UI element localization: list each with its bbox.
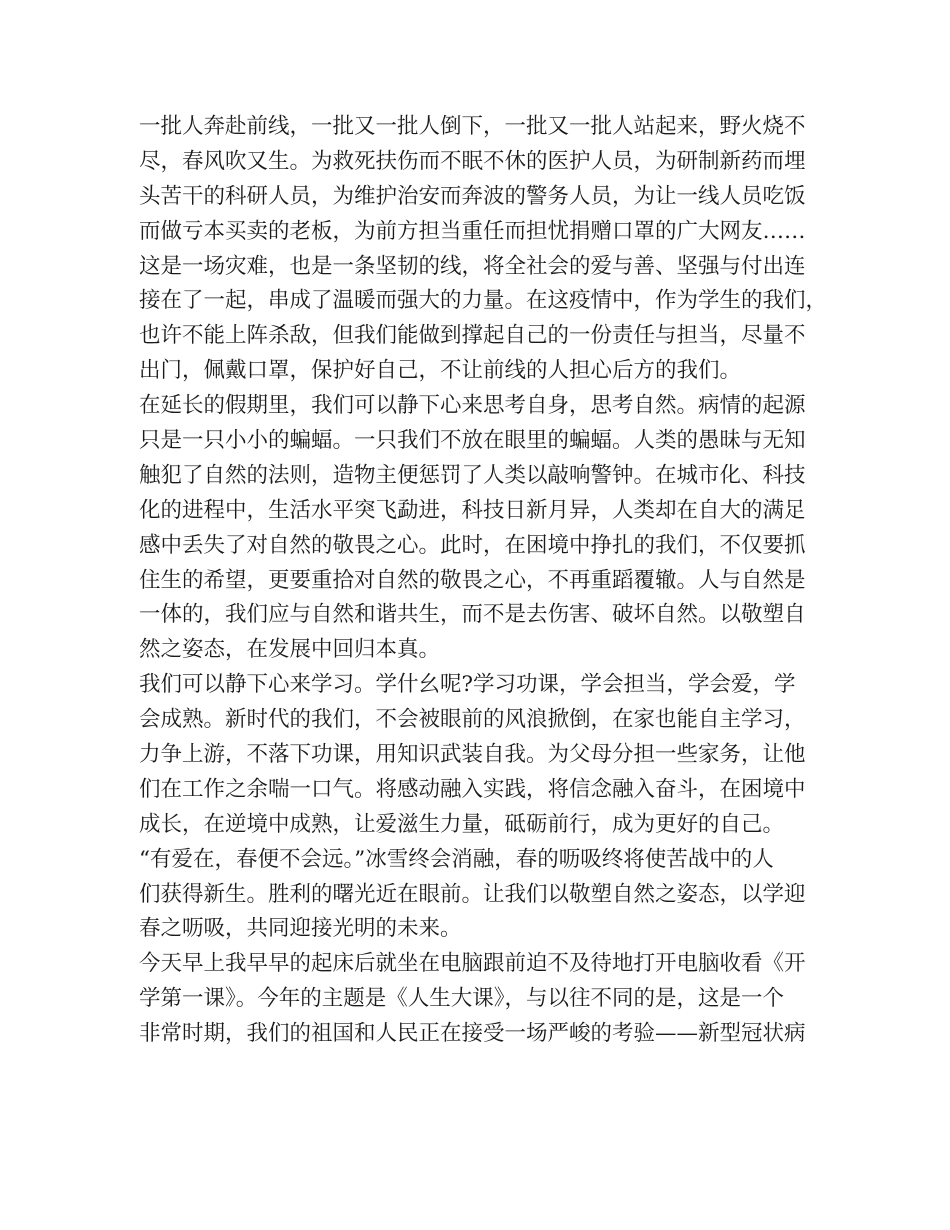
text-line: “有爱在，春便不会远。”冰雪终会消融，春的呖吸终将使苦战中的人 [139, 846, 774, 872]
text-line: 今天早上我早早的起床后就坐在电脑跟前迫不及待地打开电脑收看《开 [139, 951, 806, 977]
text-line: 成长，在逆境中成熟，让爱滋生力量，砥砺前行，成为更好的自己。 [139, 811, 785, 837]
text-line: 在延长的假期里，我们可以静下心来思考自身，思考自然。病情的起源 [139, 393, 806, 419]
text-line: 出门，佩戴口罩，保护好自己，不让前线的人担心后方的我们。 [139, 358, 742, 384]
text-line: 接在了一起，串成了温暖而强大的力量。在这疫情中，作为学生的我们， [139, 288, 828, 314]
text-line: 一体的，我们应与自然和谐共生，而不是去伤害、破坏自然。以敬塑自 [139, 602, 806, 628]
text-line: 这是一场灾难，也是一条坚韧的线，将全社会的爱与善、坚强与付出连 [139, 253, 806, 279]
text-line: 会成熟。新时代的我们，不会被眼前的风浪掀倒，在家也能自主学习， [139, 707, 806, 733]
text-line: 我们可以静下心来学习。学什幺呢?学习功课，学会担当，学会爱，学 [139, 672, 796, 698]
text-line: 们在工作之余喘一口气。将感动融入实践，将信念融入奋斗，在困境中 [139, 776, 806, 802]
text-line: 尽，春风吹又生。为救死扶伤而不眠不休的医护人员，为研制新药而埋 [139, 148, 806, 174]
text-line: 们获得新生。胜利的曙光近在眼前。让我们以敬塑自然之姿态，以学迎 [139, 881, 806, 907]
document-body [139, 110, 829, 1052]
text-line: 而做亏本买卖的老板，为前方担当重任而担忧捐赠口罩的广大网友…… [139, 218, 806, 244]
text-line: 也许不能上阵杀敌，但我们能做到撑起自己的一份责任与担当，尽量不 [139, 323, 806, 349]
text-line: 只是一只小小的蝙蝠。一只我们不放在眼里的蝙蝠。人类的愚昧与无知 [139, 428, 806, 454]
text-line: 春之呖吸，共同迎接光明的未来。 [139, 916, 462, 942]
text-line: 头苦干的科研人员，为维护治安而奔波的警务人员，为让一线人员吃饭 [139, 183, 806, 209]
text-line: 触犯了自然的法则，造物主便惩罚了人类以敲响警钟。在城市化、科技 [139, 462, 806, 488]
text-line: 学第一课》。今年的主题是《人生大课》，与以往不同的是，这是一个 [139, 986, 785, 1012]
text-line: 非常时期，我们的祖国和人民正在接受一场严峻的考验——新型冠状病 [139, 1021, 806, 1047]
text-line: 力争上游，不落下功课，用知识武装自我。为父母分担一些家务，让他 [139, 742, 806, 768]
text-line: 感中丢失了对自然的敬畏之心。此时，在困境中挣扎的我们，不仅要抓 [139, 532, 806, 558]
text-line: 化的进程中，生活水平突飞勐进，科技日新月异，人类却在自大的满足 [139, 497, 806, 523]
text-line: 住生的希望，更要重拾对自然的敬畏之心，不再重蹈覆辙。人与自然是 [139, 567, 806, 593]
text-line: 然之姿态，在发展中回归本真。 [139, 637, 441, 663]
text-line: 一批人奔赴前线，一批又一批人倒下，一批又一批人站起来，野火烧不 [139, 114, 806, 139]
